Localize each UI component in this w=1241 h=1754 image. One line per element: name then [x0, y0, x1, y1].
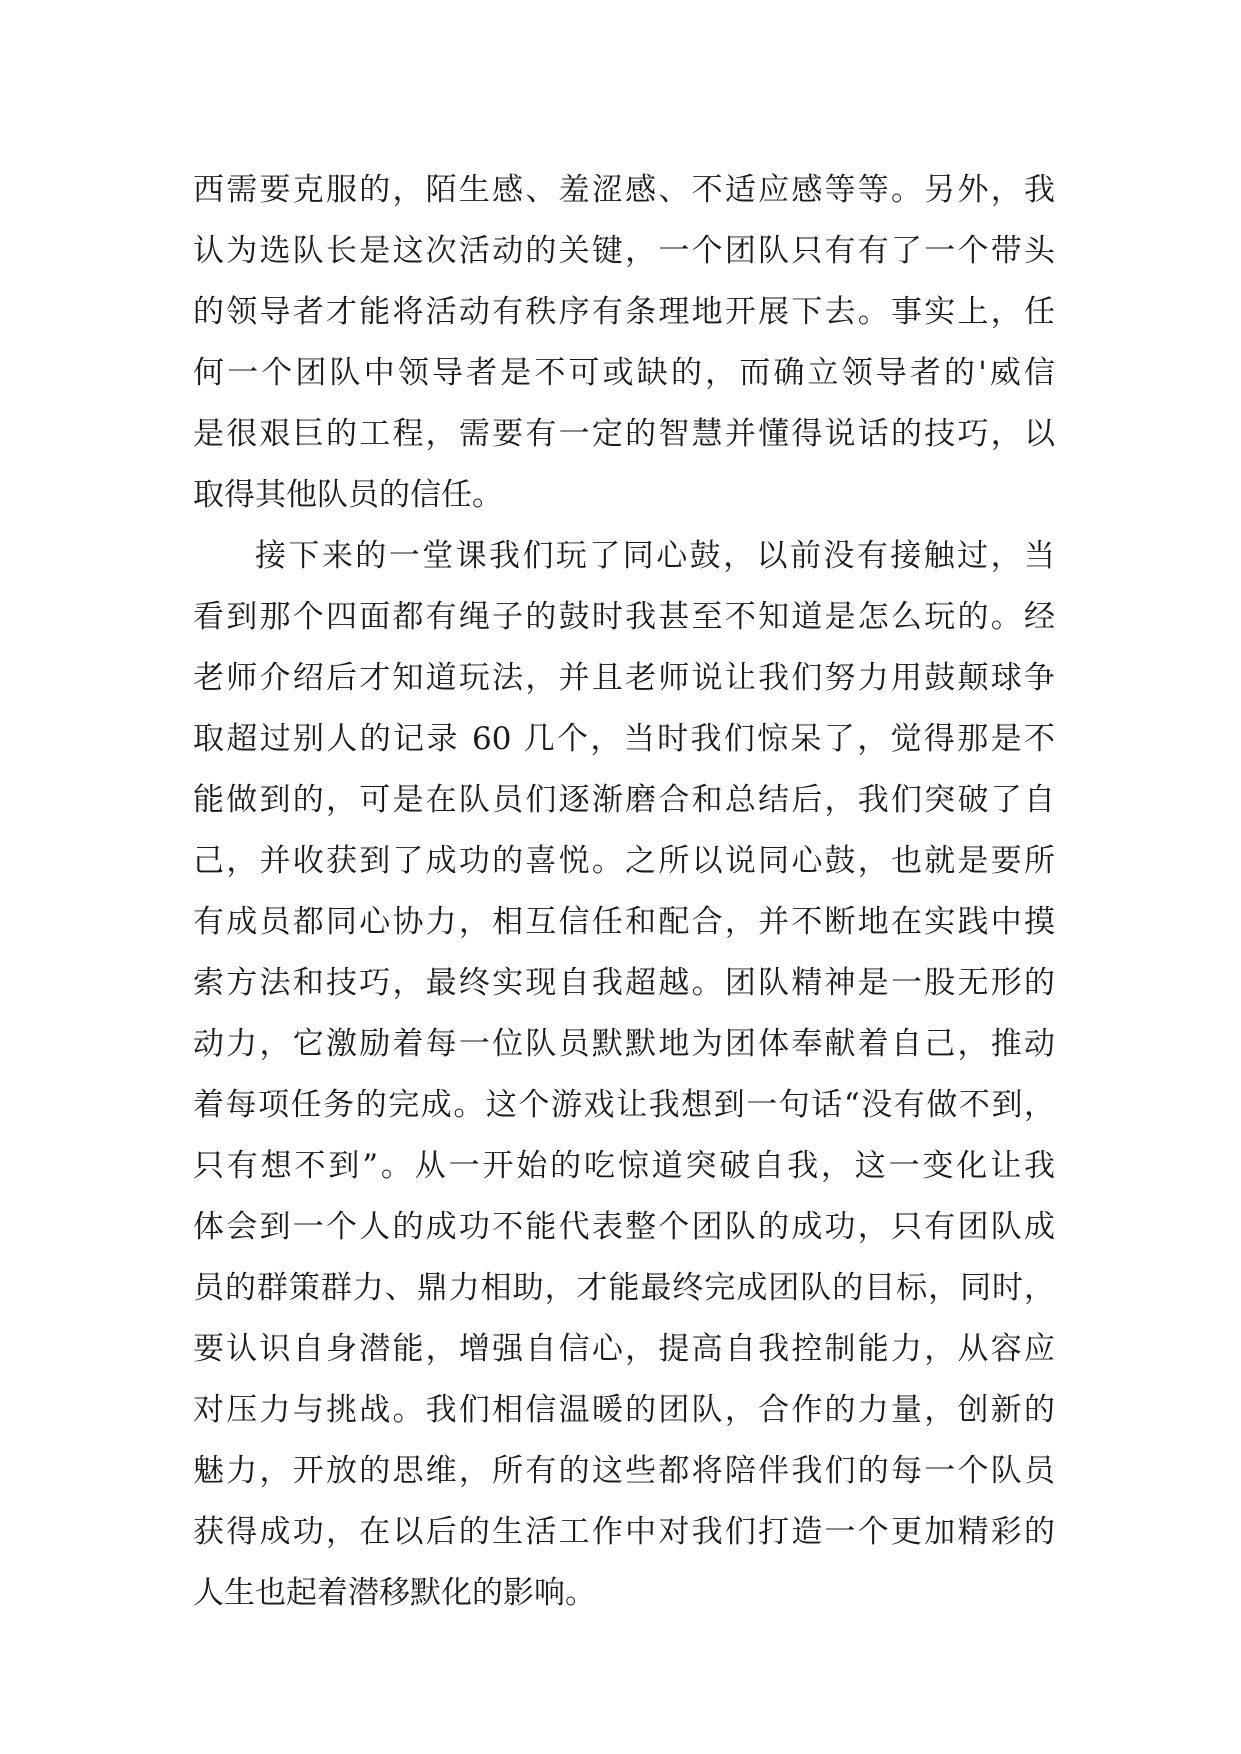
- text-line: 要认识自身潜能，增强自信心，提高自我控制能力，从容应: [193, 1331, 1055, 1367]
- text-line: 己，并收获到了成功的喜悦。之所以说同心鼓，也就是要所: [193, 843, 1055, 879]
- text-line: 取超过别人的记录 60 几个，当时我们惊呆了，觉得那是不: [193, 721, 1055, 757]
- text-line: 取得其他队员的信任。: [193, 477, 503, 513]
- text-line: 着每项任务的完成。这个游戏让我想到一句话“没有做不到，: [193, 1087, 1055, 1123]
- text-line: 是很艰巨的工程，需要有一定的智慧并懂得说话的技巧，以: [193, 416, 1055, 452]
- text-line: 人生也起着潜移默化的影响。: [193, 1575, 596, 1611]
- text-line: 接下来的一堂课我们玩了同心鼓，以前没有接触过，当: [255, 538, 1055, 574]
- text-line: 对压力与挑战。我们相信温暖的团队，合作的力量，创新的: [193, 1392, 1055, 1428]
- body-text: [193, 160, 1055, 1624]
- paragraph-2: [193, 526, 1055, 1624]
- text-line: 动力，它激励着每一位队员默默地为团体奉献着自己，推动: [193, 1026, 1055, 1062]
- text-line: 能做到的，可是在队员们逐渐磨合和总结后，我们突破了自: [193, 782, 1055, 818]
- text-line: 何一个团队中领导者是不可或缺的，而确立领导者的'威信: [193, 355, 1055, 391]
- text-line: 员的群策群力、鼎力相助，才能最终完成团队的目标，同时，: [193, 1270, 1055, 1306]
- text-line: 获得成功，在以后的生活工作中对我们打造一个更加精彩的: [193, 1514, 1055, 1550]
- text-line: 西需要克服的，陌生感、羞涩感、不适应感等等。另外，我: [193, 172, 1055, 208]
- text-line: 认为选队长是这次活动的关键，一个团队只有有了一个带头: [193, 233, 1055, 269]
- text-line: 看到那个四面都有绳子的鼓时我甚至不知道是怎么玩的。经: [193, 599, 1055, 635]
- text-line: 只有想不到”。从一开始的吃惊道突破自我，这一变化让我: [193, 1148, 1055, 1184]
- text-line: 魅力，开放的思维，所有的这些都将陪伴我们的每一个队员: [193, 1453, 1055, 1489]
- text-line: 体会到一个人的成功不能代表整个团队的成功，只有团队成: [193, 1209, 1055, 1245]
- text-line: 有成员都同心协力，相互信任和配合，并不断地在实践中摸: [193, 904, 1055, 940]
- text-line: 老师介绍后才知道玩法，并且老师说让我们努力用鼓颠球争: [193, 660, 1055, 696]
- paragraph-1: [193, 160, 1055, 526]
- text-line: 的领导者才能将活动有秩序有条理地开展下去。事实上，任: [193, 294, 1055, 330]
- text-line: 索方法和技巧，最终实现自我超越。团队精神是一股无形的: [193, 965, 1055, 1001]
